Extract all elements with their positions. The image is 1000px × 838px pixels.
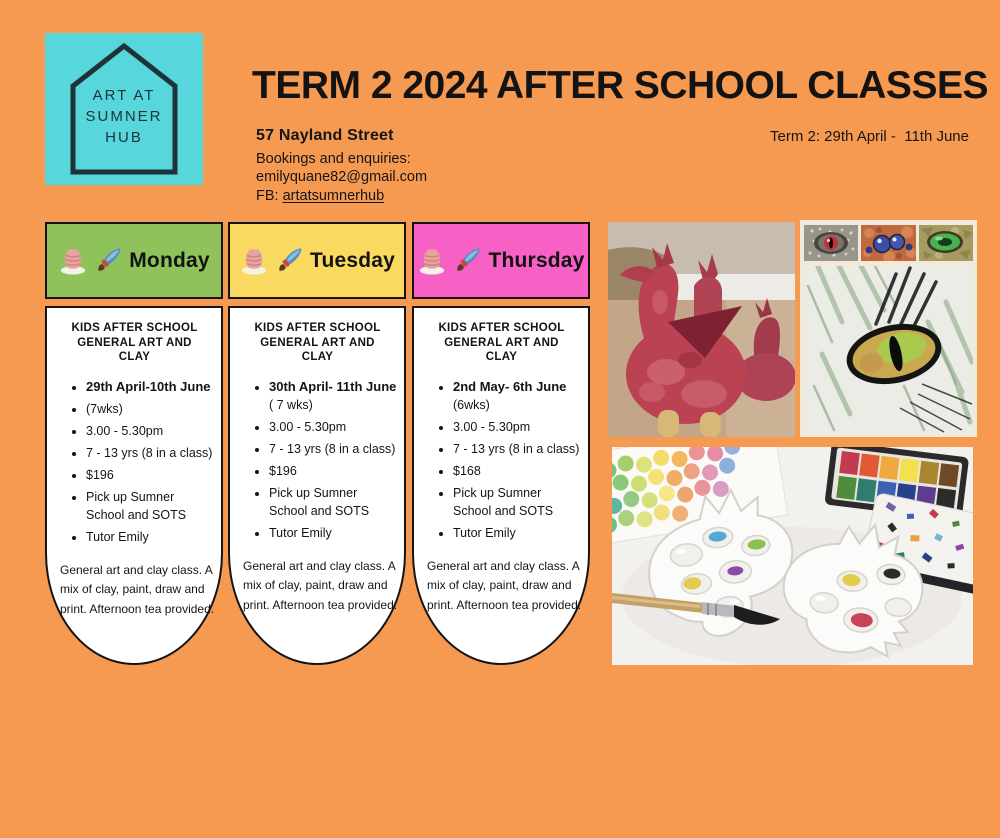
cat-eye-drawing-photo — [804, 266, 973, 433]
logo-line-1: ART AT — [92, 87, 156, 104]
paintbrush-icon — [454, 247, 481, 274]
date-range-item: • 2nd May- 6th June (6wks) — [453, 378, 581, 414]
thursday-column — [412, 222, 590, 665]
clay-unicorn-palettes-photo — [612, 447, 973, 665]
pickup-item: • Pick up Sumner School and SOTS — [453, 484, 581, 520]
class-details-list — [60, 378, 214, 546]
weeks-note: ( 7 wks) — [269, 397, 313, 412]
logo-text — [45, 85, 203, 148]
card-title-line1: KIDS AFTER SCHOOL — [71, 322, 198, 334]
card-title — [243, 321, 392, 365]
monday-header — [45, 222, 223, 299]
paintbrush-icon — [95, 247, 122, 274]
tuesday-card — [228, 306, 406, 665]
class-description: General art and clay class. A mix of clay, paint, draw and print. Afternoon tea provided. — [427, 558, 582, 612]
reptile-eye-art — [804, 225, 858, 261]
price-item: • $196 — [86, 466, 214, 484]
tutor-item: • Tutor Emily — [269, 524, 397, 542]
pickup-item: • Pick up Sumner School and SOTS — [86, 488, 214, 524]
logo — [45, 33, 203, 185]
paintbrush-icon — [276, 247, 303, 274]
time-item: • 3.00 - 5.30pm — [86, 422, 214, 440]
day-label: Thursday — [488, 248, 585, 272]
price-item: • $168 — [453, 462, 581, 480]
card-title-line1: KIDS AFTER SCHOOL — [438, 322, 565, 334]
tuesday-header — [228, 222, 406, 299]
pottery-icon — [239, 247, 269, 275]
weeks-note: (6wks) — [453, 397, 490, 412]
class-details-list — [243, 378, 397, 542]
class-details-list — [427, 378, 581, 542]
date-range-item: • 29th April-10th June — [86, 378, 214, 396]
artworks-panel — [800, 220, 977, 437]
bookings-label: Bookings and enquiries: — [256, 151, 411, 167]
time-item: • 3.00 - 5.30pm — [269, 418, 397, 436]
page-title: TERM 2 2024 AFTER SCHOOL CLASSES — [252, 64, 988, 107]
tutor-item: • Tutor Emily — [86, 528, 214, 546]
ages-item: • 7 - 13 yrs (8 in a class) — [86, 444, 214, 462]
card-title-line2: GENERAL ART AND CLAY — [77, 336, 192, 363]
weeks-item: • (7wks) — [86, 400, 214, 418]
day-label: Monday — [129, 248, 210, 272]
card-title-line2: GENERAL ART AND CLAY — [260, 336, 375, 363]
ceramic-dragons-photo — [608, 222, 795, 437]
email-address: emilyquane82@gmail.com — [256, 169, 428, 185]
thursday-header — [412, 222, 590, 299]
logo-line-2: SUMNER — [85, 108, 163, 125]
pickup-item: • Pick up Sumner School and SOTS — [269, 484, 397, 520]
class-description: General art and clay class. A mix of clay, paint, draw and print. Afternoon tea provided. — [243, 558, 398, 612]
address-line: 57 Nayland Street — [256, 127, 394, 144]
facebook-line — [256, 188, 384, 204]
monday-column — [45, 222, 223, 665]
time-item: • 3.00 - 5.30pm — [453, 418, 581, 436]
green-eye-art — [919, 225, 973, 261]
date-range-item: • 30th April- 11th June ( 7 wks) — [269, 378, 397, 414]
eye-paintings-strip — [804, 225, 973, 261]
price-item: • $196 — [269, 462, 397, 480]
fb-label: FB: — [256, 188, 283, 204]
facebook-link[interactable]: artatsumnerhub — [282, 188, 385, 204]
card-title-line1: KIDS AFTER SCHOOL — [254, 322, 381, 334]
ages-item: • 7 - 13 yrs (8 in a class) — [269, 440, 397, 458]
card-title — [60, 321, 209, 365]
day-label: Tuesday — [309, 248, 396, 272]
class-description: General art and clay class. A mix of clay, paint, draw and print. Afternoon tea provided. — [60, 562, 215, 616]
tutor-item: • Tutor Emily — [453, 524, 581, 542]
card-title-line2: GENERAL ART AND CLAY — [444, 336, 559, 363]
monday-card — [45, 306, 223, 665]
term-dates: Term 2: 29th April - 11th June — [770, 128, 969, 145]
logo-line-3: HUB — [105, 129, 143, 146]
card-title — [427, 321, 576, 365]
pottery-icon — [58, 247, 88, 275]
tuesday-column — [228, 222, 406, 665]
thursday-card — [412, 306, 590, 665]
spider-eyes-art — [861, 225, 916, 261]
ages-item: • 7 - 13 yrs (8 in a class) — [453, 440, 581, 458]
pottery-icon — [417, 247, 447, 275]
